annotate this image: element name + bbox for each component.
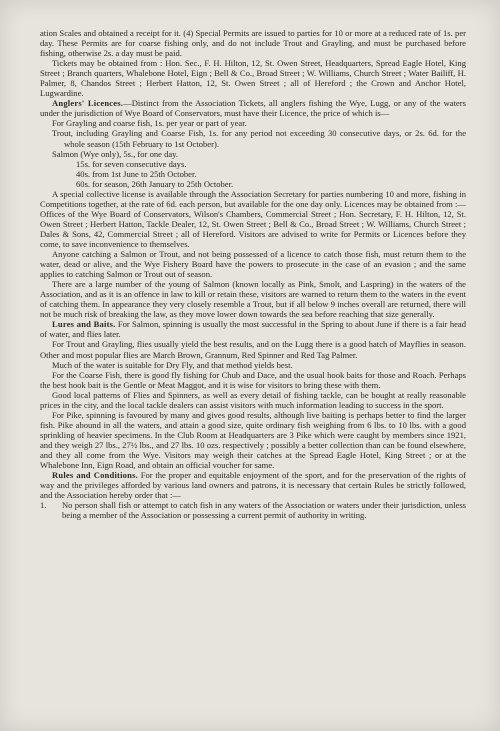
paragraph-return-fish: Anyone catching a Salmon or Trout, and not being possessed of a licence to catch those fish, must return them to the water, dead or alive, and the Wye Fishery Board have the powers to prosecute in the case of an evasion ; and the same applies to catching Salmon or Trout out of season. [40,249,466,280]
paragraph-rules-conditions-text: For the proper and equitable enjoyment of the sport, and for the preservation of the rights of way and the privileges afforded by various land owners and patrons, it is necessary that certain Rules be strictly followed, and the Association hereby order that :— [40,470,466,501]
licence-salmon-week: 15s. for seven consecutive days. [76,158,187,169]
heading-rules-conditions: Rules and Conditions. [52,470,138,481]
paragraph-coarse-fish: For the Coarse Fish, there is good fly fishing for Chub and Dace, and the usual hook baits for those and Roach. Perhaps the best hook bait is the Gentle or Meat Maggot, and it is wise for visitors to bring these with them. [40,369,466,390]
paragraph-rules-conditions [40,470,466,500]
paragraph-trout-grayling: For Trout and Grayling, flies usually yield the best results, and on the Lugg there is a good hatch of Mayflies in season. Other and most popular flies are March Brown, Grannum, Red Spinner and Red Tag Palmer. [40,339,466,360]
licence-salmon: Salmon (Wye only), 5s., for one day. [52,148,179,159]
rule-1-text: No person shall fish or attempt to catch fish in any waters of the Association or waters under their jurisdiction, unless being a member of the Association or possessing a current permit of authority in writing. [62,500,466,521]
licence-grayling: For Grayling and coarse fish, 1s. per year or part of year. [52,118,247,129]
paragraph-dry-fly: Much of the water is suitable for Dry Fly, and that method yields best. [52,359,293,370]
heading-anglers-licences: Anglers' Licences. [52,98,124,109]
licence-salmon-season: 60s. for season, 26th January to 25th October. [76,178,234,189]
paragraph-permits: ation Scales and obtained a receipt for it. (4) Special Permits are issued to parties for 10 or more at a reduced rate of 1s. per day. These Permits are for coarse fishing only, and do not include Trout and Grayling, and must be purchased before fishing, otherwise 2s. a day must be paid. [40,28,466,59]
paragraph-young-salmon: There are a large number of the young of Salmon (known locally as Pink, Smolt, and Laspring) in the waters of the Association, and as it is an offence in law to kill or retain these, visitors are warned to return them to the waters in the event of catching them. In appearance they very closely resemble a Trout, but if all below 9 inches overall are returned, there will not be much risk of breaking the law, as they move lower down towards the sea before reaching that size generally. [40,279,466,320]
licence-trout: Trout, including Grayling and Coarse Fish, 1s. for any period not exceeding 30 consecutive days, or 2s. 6d. for the whole season (15th February to 1st October). [52,128,466,149]
rule-1-number: 1. [40,500,47,511]
paragraph-lures-baits-text: For Salmon, spinning is usually the most successful in the Spring to about June if there is a fair head of water, and flies later. [40,319,467,340]
rule-1 [40,500,466,520]
paragraph-pike: For Pike, spinning is favoured by many and gives good results, although live baiting is perhaps better to find the larger fish. Pike abound in all the waters, and attain a good size, quite ordinary fish weighing from 6 lbs. to 10 lbs. with a good sprinkling of heavier specimens. In the Club Room at Headquarters are 3 Pike which were caught by members since 1921, and they weigh 27 lbs., 27½ lbs., and 27 lbs. 10 ozs. respectively ; possibly a better collection than can be found elsewhere, and they all come from the Wye. Visitors may weigh their catches at the Spread Eagle Hotel, King Street ; or at the Whalebone Inn, Eign Road, and obtain an official voucher for same. [40,409,466,471]
document-body [40,28,466,520]
paragraph-anglers-licences-text: —Distinct from the Association Tickets, all anglers fishing the Wye, Lugg, or any of the waters under the jurisdiction of Wye Board of Conservators, must have their Licence, the price of which is— [40,98,466,119]
paragraph-local-patterns: Good local patterns of Flies and Spinners, as well as every detail of fishing tackle, can be bought at really reasonable prices in the city, and the local tackle dealers can assist visitors with much information leading to success in the sport. [40,389,466,410]
licence-salmon-june: 40s. from 1st June to 25th October. [76,168,197,179]
heading-lures-baits: Lures and Baits. [52,319,116,330]
paragraph-anglers-licences [40,98,466,118]
paragraph-tickets: Tickets may be obtained from : Hon. Sec., F. H. Hilton, 12, St. Owen Street, Headquarters, Spread Eagle Hotel, King Street ; Branch quarters, Whalebone Hotel, Eign ; Bell & Co., Broad Street ; W. Williams, Church Street ; Water Bailiff, H. Palmer, 8, Chandos Street ; Herbert Hatton, 12, St. Owen Street ; all of Hereford ; the Crown and Anchor Hotel, Lugwardine. [40,58,466,99]
paragraph-lures-baits [40,319,466,339]
paragraph-collective-license: A special collective license is available through the Association Secretary for parties numbering 10 and more, fishing in Competitions together, at the rate of 6d. each person, but available for the one day only. Licences may be obtained from :—Offices of the Wye Board of Conservators, Wilson's Chambers, Commercial Street ; Hon. Secretary, F. H. Hilton, 12, St. Owen Street ; Herbert Hatton, Tackle Dealer, 12, St. Owen Street ; Bell & Co., Broad Street ; W. Williams, Church Street ; Dales & Sons, 42, Commercial Street ; all of Hereford. Visitors are advised to write for Permits or Licences before they come, to save inconvenience to themselves. [40,188,466,249]
